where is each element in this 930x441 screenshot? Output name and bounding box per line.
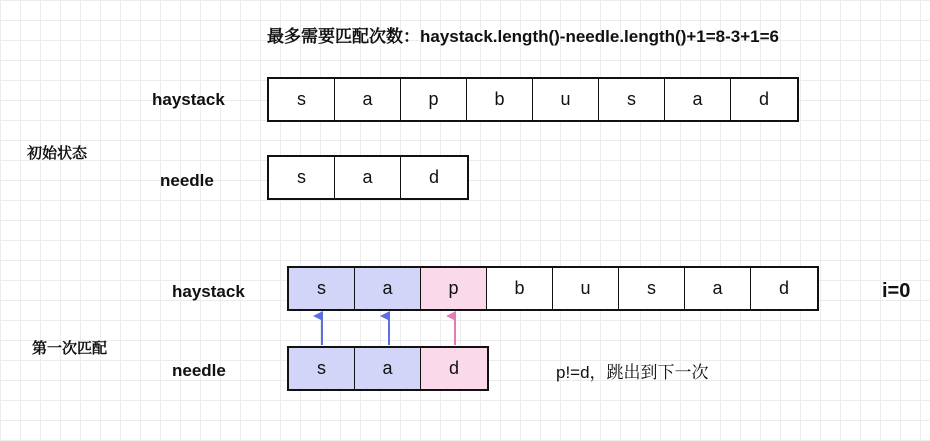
first-match-haystack-cell: a	[685, 268, 751, 309]
first-match-haystack-cell-matched: s	[289, 268, 355, 309]
initial-haystack-cell: a	[665, 79, 731, 120]
initial-needle-label: needle	[160, 171, 214, 190]
first-match-needle-label: needle	[172, 361, 226, 380]
first-match-haystack-cell: b	[487, 268, 553, 309]
initial-needle-cell: d	[428, 167, 439, 187]
first-match-label: 第一次匹配	[32, 340, 108, 357]
initial-state-label: 初始状态	[27, 145, 88, 162]
first-match-haystack-cell: d	[778, 278, 789, 298]
first-match-haystack-label: haystack	[172, 282, 245, 301]
iteration-index-label: i=0	[882, 280, 911, 302]
first-match-needle-cell-matched: a	[355, 348, 421, 389]
initial-haystack-cell: s	[599, 79, 665, 120]
initial-needle-cell: a	[335, 157, 401, 198]
initial-haystack-cell: u	[533, 79, 599, 120]
initial-haystack-cell: d	[758, 89, 769, 109]
first-match-needle-cell-mismatched: d	[421, 348, 487, 389]
first-match-haystack-cell: s	[619, 268, 685, 309]
first-match-haystack-cell-mismatched: p	[421, 268, 487, 309]
initial-haystack-cell: a	[335, 79, 401, 120]
mismatch-note: p!=d，跳出到下一次	[556, 363, 709, 382]
initial-haystack-cell: b	[467, 79, 533, 120]
first-match-needle-cell-matched: s	[289, 348, 355, 389]
first-match-haystack-cell-matched: a	[355, 268, 421, 309]
initial-haystack-cell: s	[269, 79, 335, 120]
initial-haystack-label: haystack	[152, 90, 225, 109]
max-match-count-title: 最多需要匹配次数：haystack.length()-needle.length()+1=8-3+1=6	[267, 27, 780, 46]
first-match-haystack-cell: u	[553, 268, 619, 309]
initial-haystack-cell: p	[401, 79, 467, 120]
initial-needle-cell: s	[269, 157, 335, 198]
